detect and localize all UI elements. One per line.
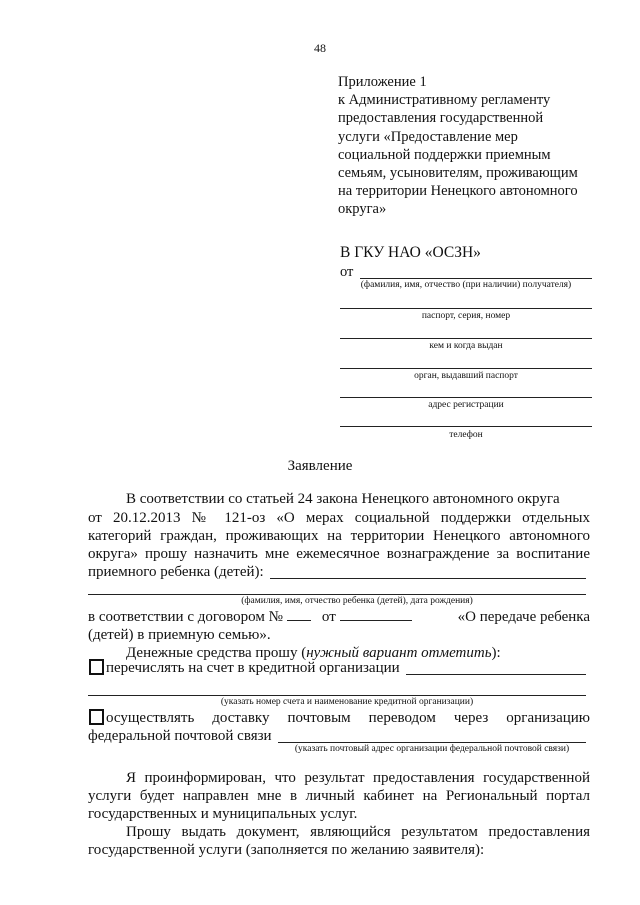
option2-line1: осуществлять доставку почтовым переводом через организацию — [106, 710, 590, 726]
appendix-line: на территории Ненецкого автономного — [338, 183, 578, 200]
passport-issued-field[interactable] — [340, 338, 592, 339]
child-info-caption: (фамилия, имя, отчество ребенка (детей), дата рождения) — [241, 596, 473, 606]
appendix-header — [338, 73, 618, 219]
payment-intro-end: ): — [491, 645, 501, 661]
page-number: 48 — [314, 41, 326, 55]
paragraph2-line: государственных и муниципальных услуг. — [88, 806, 358, 822]
option2-line2: федеральной почтовой связи — [88, 728, 272, 744]
payment-intro-italic: нужный вариант отметить — [306, 645, 492, 661]
child-info-field[interactable] — [270, 578, 586, 579]
passport-number-caption: паспорт, серия, номер — [421, 311, 511, 321]
postal-delivery-checkbox[interactable] — [89, 709, 104, 725]
bank-account-field[interactable] — [406, 674, 586, 675]
appendix-line: предоставления государственной — [338, 110, 544, 127]
appendix-line: округа» — [338, 201, 387, 218]
appendix-line: услуги «Предоставление мер — [338, 128, 518, 145]
paragraph3-line: Прошу выдать документ, являющийся результатом предоставления — [126, 824, 590, 840]
bank-account-checkbox[interactable] — [89, 659, 104, 675]
passport-issued-caption: кем и когда выдан — [429, 341, 503, 351]
paragraph1-line: от 20.12.2013 № 121-оз «О мерах социальной поддержки отдельных — [88, 510, 590, 526]
addressee: В ГКУ НАО «ОСЗН» — [340, 244, 481, 261]
contract-date-field[interactable] — [340, 620, 412, 621]
postal-address-field[interactable] — [278, 742, 586, 743]
appendix-line: к Административному регламенту — [338, 92, 551, 109]
document-title: Заявление — [287, 458, 353, 474]
phone-caption: телефон — [449, 430, 483, 440]
passport-authority-caption: орган, выдавший паспорт — [414, 371, 518, 381]
appendix-line: семьям, усыновителям, проживающим — [338, 165, 578, 182]
contract-suffix: «О передаче ребенка — [457, 609, 590, 625]
paragraph1-line: приемного ребенка (детей): — [88, 564, 264, 580]
contract-number-field[interactable] — [287, 620, 311, 621]
applicant-name-caption: (фамилия, имя, отчество (при наличии) получателя) — [360, 280, 572, 290]
contract-prefix: в соответствии с договором № — [88, 609, 283, 625]
paragraph1-line: категорий граждан, проживающих на территории Ненецкого автономного — [88, 528, 590, 544]
phone-field[interactable] — [340, 426, 592, 427]
contract-line2: (детей) в приемную семью». — [88, 627, 271, 643]
passport-number-field[interactable] — [340, 308, 592, 309]
registration-address-field[interactable] — [340, 397, 592, 398]
passport-authority-field[interactable] — [340, 368, 592, 369]
appendix-line: Приложение 1 — [338, 74, 427, 90]
paragraph1-line: В соответствии со статьей 24 закона Ненецкого автономного округа — [126, 491, 560, 507]
appendix-line: социальной поддержки приемным — [338, 146, 551, 163]
applicant-name-field[interactable] — [360, 278, 592, 279]
paragraph3-line: государственной услуги (заполняется по желанию заявителя): — [88, 842, 485, 858]
registration-address-caption: адрес регистрации — [428, 400, 504, 410]
paragraph2-line: Я проинформирован, что результат предоставления государственной — [126, 770, 590, 786]
bank-account-caption: (указать номер счета и наименование кредитной организации) — [220, 697, 474, 707]
option1-label: перечислять на счет в кредитной организации — [106, 660, 400, 676]
contract-from: от — [321, 609, 336, 625]
child-info-field-2[interactable] — [88, 594, 586, 595]
from-label: от — [340, 264, 354, 280]
payment-intro-text: Денежные средства прошу ( — [126, 645, 307, 661]
postal-address-caption: (указать почтовый адрес организации федеральной почтовой связи) — [294, 744, 570, 754]
bank-account-field-2[interactable] — [88, 695, 586, 696]
contract-row — [88, 609, 590, 626]
paragraph2-line: услуги будет направлен мне в личный кабинет на Региональный портал — [88, 788, 590, 804]
paragraph1-line: округа» прошу назначить мне ежемесячное вознаграждение за воспитание — [88, 546, 590, 562]
